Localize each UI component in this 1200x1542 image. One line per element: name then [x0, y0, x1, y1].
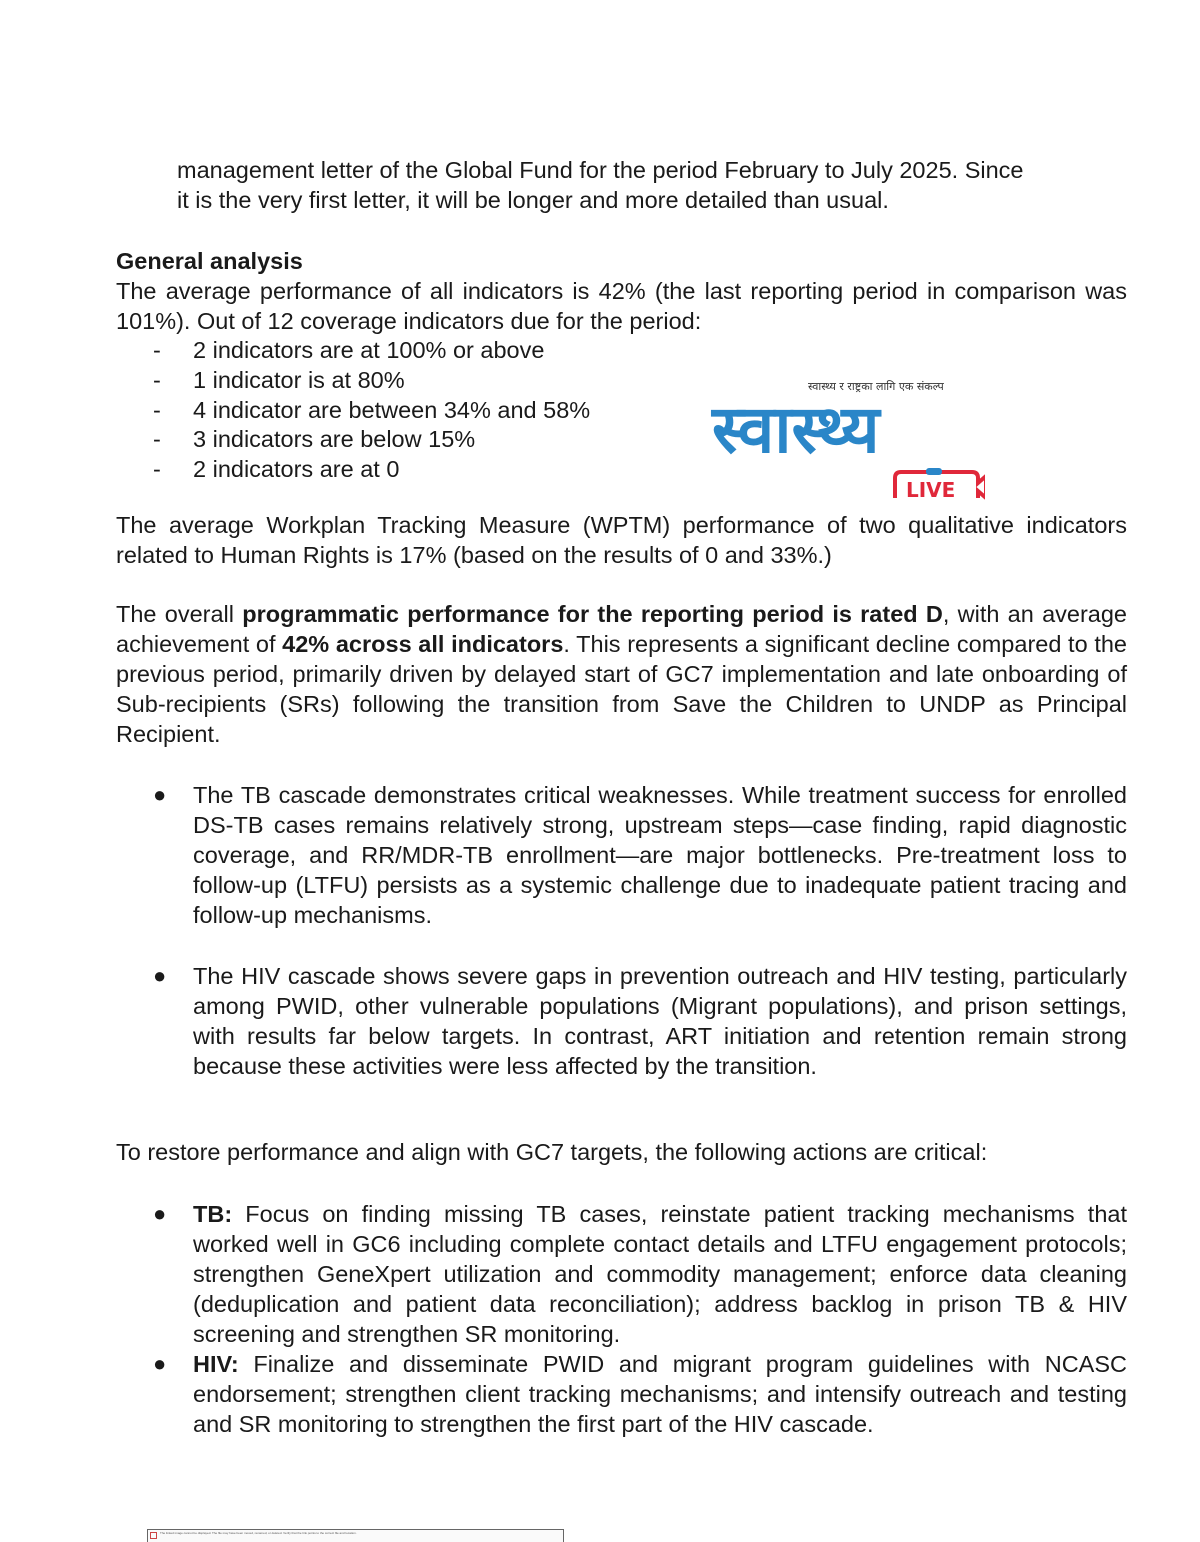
hiv-action-bullet: ● HIV: Finalize and disseminate PWID and migrant program guidelines with NCASC endorsement; strengthen client tracking mechanisms; and intensify outreach and testing and SR monitoring to strengthen the first part of the HIV cascade. [153, 1351, 1127, 1437]
overall-performance-paragraph: The overall programmatic performance for the reporting period is rated D, with an average achievement of 42% across all indicators. This represents a significant decline compared to the previous period, primarily driven by delayed start of GC7 implementation and late onboarding of Sub-recipients (SRs) following the transition from Save the Children to UNDP as Principal Recipient. [116, 601, 1127, 747]
bullet-icon: ● [153, 963, 167, 988]
indicator-breakdown-list [150, 335, 590, 484]
list-item: - 2 indicators are at 100% or above [150, 335, 590, 365]
actions-intro: To restore performance and align with GC7 targets, the following actions are critical: [116, 1139, 988, 1165]
broken-image-caption: The linked image cannot be displayed. The file may have been moved, renamed, or deleted. Verify that the link points to the correct file and location. [160, 1531, 357, 1535]
list-item: - 2 indicators are at 0 [150, 454, 590, 484]
bullet-icon: ● [153, 1201, 167, 1226]
tb-cascade-bullet: ● The TB cascade demonstrates critical weaknesses. While treatment success for enrolled DS-TB cases remains relatively strong, upstream steps—case finding, rapid diagnostic coverage, and RR/MDR-TB enrollment—are major bottlenecks. Pre-treatment loss to follow-up (LTFU) persists as a systemic challenge due to inadequate patient tracing and follow-up mechanisms. [153, 782, 1127, 928]
logo-graphic [710, 380, 985, 502]
bullet-icon: ● [153, 1351, 167, 1376]
list-item: - 1 indicator is at 80% [150, 365, 590, 395]
logo-live: LIVE [906, 478, 956, 502]
swasthya-live-watermark-logo [710, 380, 985, 502]
intro-line-2: it is the very first letter, it will be longer and more detailed than usual. [177, 187, 889, 213]
wptm-paragraph: The average Workplan Tracking Measure (WPTM) performance of two qualitative indicators related to Human Rights is 17% (based on the results of 0 and 33%.) [116, 512, 1127, 568]
hiv-cascade-bullet: ● The HIV cascade shows severe gaps in prevention outreach and HIV testing, particularly among PWID, other vulnerable populations (Migrant populations), and prison settings, with results far below targets. In contrast, ART initiation and retention remain strong because these activities were less affected by the transition. [153, 963, 1127, 1079]
summary-paragraph: The average performance of all indicators is 42% (the last reporting period in comparison was 101%). Out of 12 coverage indicators due for the period: [116, 278, 1127, 334]
list-item: - 4 indicator are between 34% and 58% [150, 395, 590, 425]
bullet-icon: ● [153, 782, 167, 807]
intro-line-1: management letter of the Global Fund for the period February to July 2025. Since [177, 157, 1024, 183]
logo-tagline: स्वास्थ्य र राष्ट्रका लागि एक संकल्प [808, 380, 944, 393]
logo-name: स्वास्थ्य [712, 391, 880, 468]
tb-action-bullet: ● TB: Focus on finding missing TB cases, reinstate patient tracking mechanisms that worked well in GC6 including complete contact details and LTFU engagement protocols; strengthen GeneXpert utilization and commodity management; enforce data cleaning (deduplication and patient data reconciliation); address backlog in prison TB & HIV screening and strengthen SR monitoring. [153, 1201, 1127, 1347]
section-heading: General analysis [116, 248, 303, 274]
list-item: - 3 indicators are below 15% [150, 424, 590, 454]
